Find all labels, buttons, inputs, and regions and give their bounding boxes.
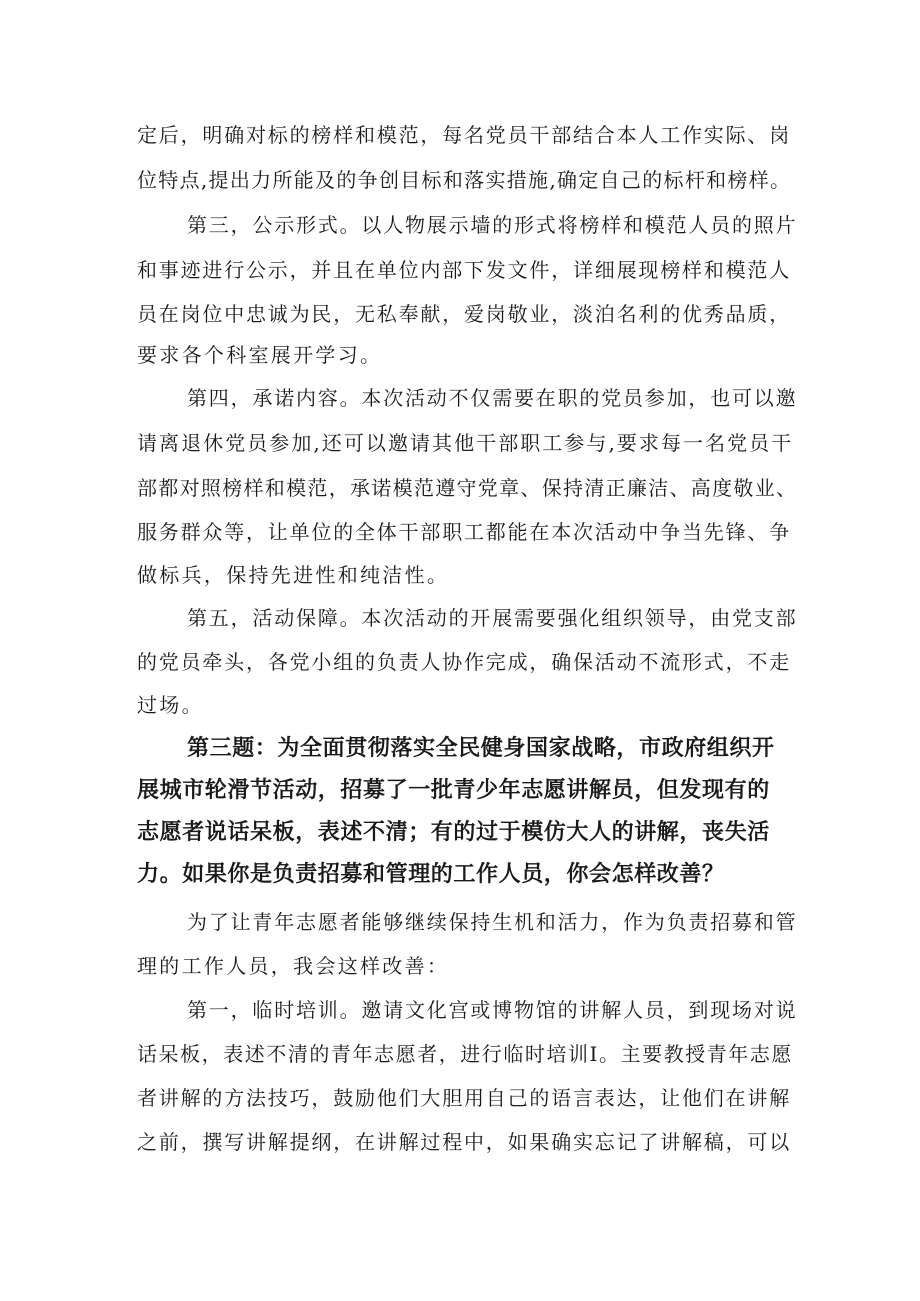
paragraph-line: 第三，公示形式。以人物展示墙的形式将榜样和模范人员的照片: [187, 213, 798, 237]
paragraph-line: 请离退休党员参加,还可以邀请其他干部职工参与,要求每一名党员干: [137, 431, 794, 455]
paragraph-line: 理的工作人员，我会这样改善：: [137, 954, 450, 978]
question-heading-line: 展城市轮滑节活动，招募了一批青少年志愿讲解员，但发现有的: [137, 778, 770, 803]
paragraph-line: 员在岗位中忠诚为民，无私奉献，爱岗敬业，淡泊名利的优秀品质，: [137, 302, 791, 326]
paragraph-line: 过场。: [137, 693, 204, 717]
paragraph-line: 定后，明确对标的榜样和模范，每名党员干部结合本人工作实际、岗: [137, 123, 791, 147]
paragraph-line: 服务群众等，让单位的全体干部职工都能在本次活动中争当先锋、争: [137, 520, 791, 544]
paragraph-line: 第四，承诺内容。本次活动不仅需要在职的党员参加，也可以邀: [187, 386, 798, 410]
paragraph-line: 要求各个科室展开学习。: [137, 343, 383, 367]
paragraph-line: 和事迹进行公示，并且在单位内部下发文件，详细展现榜样和模范人: [137, 258, 791, 282]
paragraph-line: 话呆板，表述不清的青年志愿者，进行临时培训Ⅰ。主要教授青年志愿: [137, 1042, 793, 1066]
paragraph-line: 为了让青年志愿者能够继续保持生机和活力，作为负责招募和管: [187, 910, 798, 934]
paragraph-line: 第一，临时培训。邀请文化宫或博物馆的讲解人员，到现场对说: [187, 998, 798, 1022]
paragraph-line: 部都对照榜样和模范，承诺模范遵守党章、保持清正廉洁、高度敬业、: [137, 476, 798, 500]
paragraph-line: 第五，活动保障。本次活动的开展需要强化组织领导，由党支部: [187, 606, 798, 630]
question-heading-line: 第三题：为全面贯彻落实全民健身国家战略，市政府组织开: [187, 736, 775, 761]
paragraph-line: 位特点,提出力所能及的争创目标和落实措施,确定自己的标杆和榜样。: [137, 168, 792, 192]
paragraph-line: 之前，撰写讲解提纲，在讲解过程中，如果确实忘记了讲解稿，可以: [137, 1130, 791, 1154]
question-heading-line: 力。如果你是负责招募和管理的工作人员，你会怎样改善？: [137, 862, 725, 887]
question-heading-line: 志愿者说话呆板，表述不清；有的过于模仿大人的讲解，丧失活: [137, 820, 770, 845]
paragraph-line: 的党员牵头，各党小组的负责人协作完成，确保活动不流形式，不走: [137, 650, 791, 674]
paragraph-line: 者讲解的方法技巧，鼓励他们大胆用自己的语言表达，让他们在讲解: [137, 1086, 791, 1110]
paragraph-line: 做标兵，保持先进性和纯洁性。: [137, 563, 450, 587]
